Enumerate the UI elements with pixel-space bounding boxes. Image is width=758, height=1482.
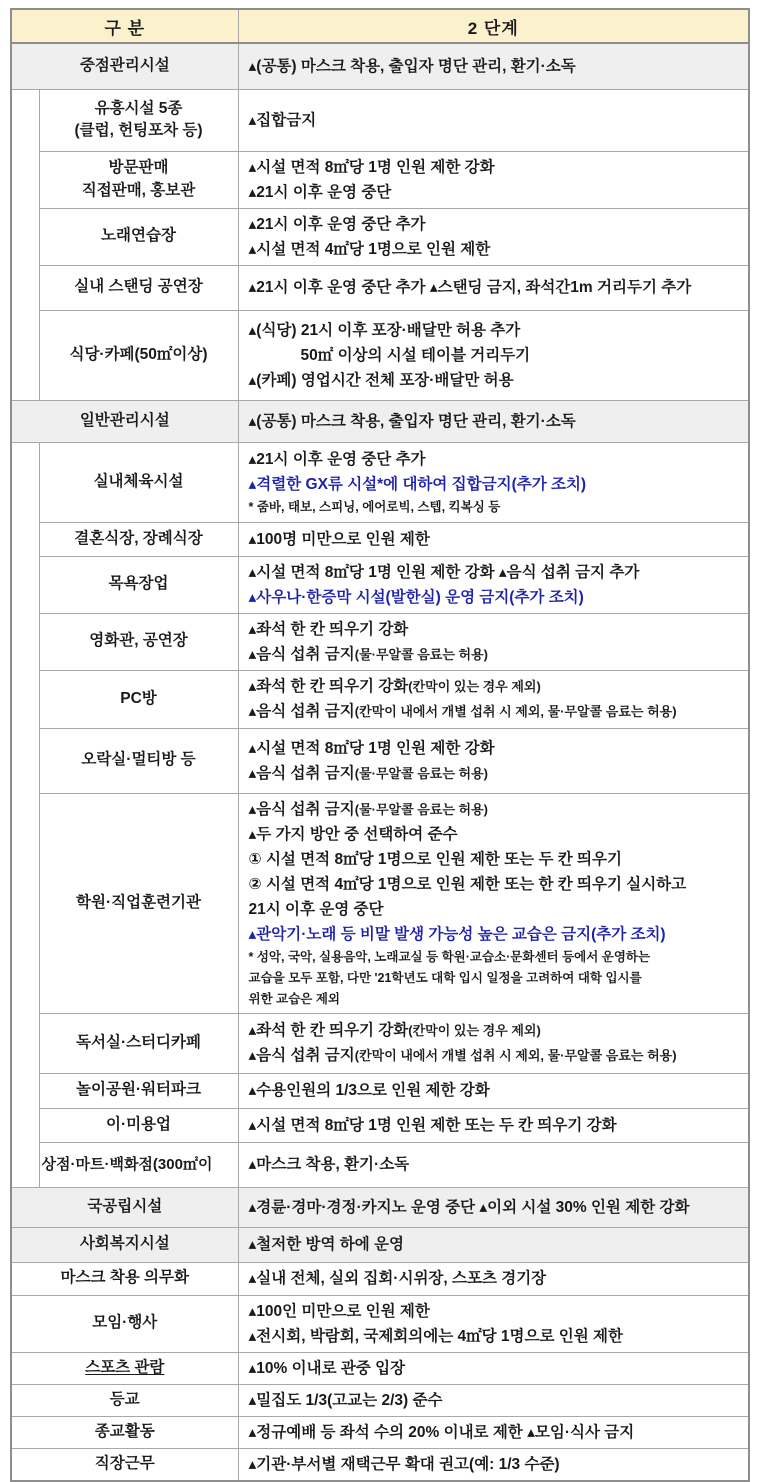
stage2-rules-cell [238,1416,749,1448]
rule-text: ▴좌석 한 칸 띄우기 강화 [248,1022,409,1039]
facility-label [11,1384,238,1416]
table-row [11,1416,749,1448]
rule-line [249,872,741,897]
facility-label-line: 직장근무 [94,1454,155,1472]
facility-label-line: 스포츠 관람 [85,1358,165,1376]
facility-label [39,728,238,793]
stage2-rules-cell [238,613,749,670]
facility-label [11,400,238,442]
rule-text: ▴시설 면적 8㎡당 1명 인원 제한 강화 [248,739,495,757]
rule-line [249,237,741,262]
stage2-rules-cell [238,728,749,793]
stage2-rules-cell [238,670,749,728]
rule-text: 50㎡ 이상의 시설 테이블 거리두기 [300,346,531,364]
stage2-rules-cell [238,43,749,89]
table-row [11,1142,749,1187]
stage2-rules-cell [238,442,749,522]
stage2-rules-cell [238,1295,749,1352]
facility-label [39,442,238,522]
table-row [11,400,749,442]
rule-text: 21시 이후 운영 중단 [248,900,384,918]
rule-line [249,497,741,518]
rule-text: ▴21시 이후 운영 중단 [248,183,392,201]
rule-line [249,1388,741,1413]
rule-text: ▴좌석 한 칸 띄우기 강화 [248,620,409,638]
facility-label-line: 목욕장업 [108,575,169,593]
rule-line [249,989,741,1010]
rule-line [249,1113,741,1138]
indent-cell [11,442,39,1187]
rule-line [249,560,741,585]
rule-line [249,922,741,947]
table-row [11,442,749,522]
facility-label-line: 독서실·스터디카페 [76,1033,201,1051]
facility-label-line: 유흥시설 5종 [94,99,183,117]
rule-text: ▴전시회, 박람회, 국제회의에는 4㎡당 1명으로 인원 제한 [248,1327,623,1345]
stage2-rules-cell [238,1227,749,1262]
facility-label [11,1448,238,1481]
rule-text: ▴시설 면적 8㎡당 1명 인원 제한 또는 두 칸 띄우기 강화 [248,1116,617,1134]
stage2-rules-cell [238,1352,749,1384]
rule-text: (물·무알콜 음료는 허용) [354,646,488,662]
facility-label [39,310,238,400]
rule-line [249,155,741,180]
rule-text: ▴기관·부서별 재택근무 확대 권고(예: 1/3 수준) [248,1455,560,1473]
rule-line [249,761,741,786]
facility-label [39,793,238,1013]
distancing-rules-table [10,8,750,1482]
rule-line [249,447,741,472]
facility-label-line: 중점관리시설 [79,57,170,75]
rule-text: ▴시설 면적 8㎡당 1명 인원 제한 강화 [248,158,495,176]
facility-label [11,1416,238,1448]
facility-label-line: 상점·마트·백화점(300㎡이 [41,1155,213,1173]
stage2-rules-cell [238,208,749,265]
rule-text: ▴(식당) 21시 이후 포장·배달만 허용 추가 [248,321,521,339]
table-row [11,89,749,151]
facility-label-line: 학원·직업훈련기관 [76,893,201,911]
table-row [11,1448,749,1481]
rule-text: ▴100명 미만으로 인원 제한 [248,530,430,548]
stage2-rules-cell [238,522,749,556]
rule-line [249,527,741,552]
rule-text: ▴음식 섭취 금지 [248,703,355,720]
facility-label [39,151,238,208]
rule-text: ▴정규예배 등 좌석 수의 20% 이내로 제한 ▴모임·식사 금지 [248,1423,635,1441]
rule-text: ▴음식 섭취 금지 [248,1047,355,1064]
rule-text: ▴마스크 착용, 환기·소독 [248,1156,410,1173]
facility-label [11,1227,238,1262]
rule-line [249,1452,741,1477]
stage2-rules-cell [238,1262,749,1295]
rule-text: ▴10% 이내로 관중 입장 [248,1359,406,1377]
stage2-rules-cell [238,265,749,310]
stage2-rules-cell [238,1013,749,1073]
table-row [11,613,749,670]
facility-label [11,43,238,89]
table-row [11,670,749,728]
rule-text: * 성악, 국악, 실용음악, 노래교실 등 학원·교습소·문화센터 등에서 운영하는 [248,949,651,964]
table-row [11,1384,749,1416]
rule-line [249,822,741,847]
facility-label [11,1187,238,1227]
facility-label-line: 등교 [109,1390,140,1408]
rule-line [249,736,741,761]
facility-label [39,1073,238,1108]
facility-label [39,613,238,670]
facility-label [39,208,238,265]
table-row [11,1352,749,1384]
rule-text: ▴밀집도 1/3(고교는 2/3) 준수 [248,1391,443,1409]
table-row [11,1295,749,1352]
facility-label [39,1108,238,1142]
facility-label-line: (클럽, 헌팅포차 등) [74,122,203,139]
rule-text: ▴시설 면적 8㎡당 1명 인원 제한 강화 ▴음식 섭취 금지 추가 [248,563,640,581]
table-header-row [11,9,749,43]
facility-label [39,670,238,728]
facility-label-line: 오락실·멀티방 등 [81,751,196,769]
table-row [11,728,749,793]
rule-line [249,368,741,393]
table-row [11,310,749,400]
rule-line [249,318,741,343]
stage2-rules-cell [238,1073,749,1108]
table-row [11,1108,749,1142]
rule-text: ▴시설 면적 4㎡당 1명으로 인원 제한 [248,240,491,258]
facility-label-line: 실내체육시설 [93,472,184,490]
rule-line [249,1299,741,1324]
facility-label [39,522,238,556]
rule-line [249,642,741,667]
table-row [11,208,749,265]
rule-line [249,1266,741,1291]
rule-line [249,472,741,497]
rule-text: ▴격렬한 GX류 시설*에 대하여 집합금지(추가 조치) [248,475,587,493]
table-row [11,1187,749,1227]
rule-text: (칸막이 내에서 개별 섭취 시 제외, 물·무알콜 음료는 허용) [354,704,677,719]
facility-label [11,1262,238,1295]
stage2-rules-cell [238,1108,749,1142]
facility-label [39,1142,238,1187]
rule-line [249,1043,741,1068]
rule-text: (칸막이 있는 경우 제외) [408,679,541,694]
stage2-rules-cell [238,556,749,613]
rule-text: ▴(카페) 영업시간 전체 포장·배달만 허용 [248,371,514,389]
table-row [11,1073,749,1108]
table-row [11,793,749,1013]
rule-text: ▴음식 섭취 금지 [248,764,355,782]
rule-text: ▴집합금지 [248,111,317,129]
rule-line [249,699,741,724]
rule-text: ▴100인 미만으로 인원 제한 [248,1302,430,1320]
rule-text: (물·무알콜 음료는 허용) [354,765,488,781]
rule-text: ▴(공통) 마스크 착용, 출입자 명단 관리, 환기·소독 [248,57,576,75]
rule-line [249,108,741,133]
stage2-rules-cell [238,310,749,400]
rule-text: ① 시설 면적 8㎡당 1명으로 인원 제한 또는 두 칸 띄우기 [248,850,622,868]
facility-label-line: 직접판매, 홍보관 [81,181,196,199]
rule-text: (칸막이 있는 경우 제외) [408,1023,541,1038]
rule-text: ▴(공통) 마스크 착용, 출입자 명단 관리, 환기·소독 [248,412,576,430]
rule-line [249,1078,741,1103]
col-header-stage2: 2 단계 [238,9,749,43]
table-row [11,1262,749,1295]
table-row [11,1013,749,1073]
facility-label-line: 일반관리시설 [79,411,170,429]
stage2-rules-cell [238,1187,749,1227]
rule-line [249,617,741,642]
rule-line [249,343,741,368]
facility-label [39,1013,238,1073]
rule-line [249,1152,741,1177]
rule-text: ▴음식 섭취 금지 [248,800,355,818]
facility-label-line: 마스크 착용 의무화 [60,1269,189,1287]
rule-text: ▴두 가지 방안 중 선택하여 준수 [248,825,458,843]
rule-text: (칸막이 내에서 개별 섭취 시 제외, 물·무알콜 음료는 허용) [354,1048,677,1063]
stage2-rules-cell [238,89,749,151]
rule-line [249,212,741,237]
facility-label-line: 노래연습장 [101,227,176,245]
rule-line [249,180,741,205]
col-header-category: 구 분 [11,9,238,43]
facility-label-line: 방문판매 [108,159,169,177]
facility-label-line: 사회복지시설 [79,1235,170,1253]
rule-text: ▴21시 이후 운영 중단 추가 [248,215,426,233]
facility-label-line: 모임·행사 [92,1314,158,1332]
rule-line [249,409,741,434]
rule-line [249,275,741,300]
facility-label [11,1352,238,1384]
facility-label [39,265,238,310]
stage2-rules-cell [238,151,749,208]
rule-text: ▴수용인원의 1/3으로 인원 제한 강화 [248,1082,490,1099]
facility-label [39,556,238,613]
table-row [11,43,749,89]
facility-label-line: 국공립시설 [87,1197,163,1215]
table-row [11,1227,749,1262]
rule-text: ▴사우나·한증막 시설(발한실) 운영 금지(추가 조치) [248,588,584,606]
facility-label-line: 실내 스탠딩 공연장 [74,278,203,296]
rule-text: (물·무알콜 음료는 허용) [354,801,488,817]
stage2-rules-cell [238,1142,749,1187]
rule-line [249,1195,741,1220]
stage2-rules-cell [238,1448,749,1481]
rule-text: * 줌바, 태보, 스피닝, 에어로빅, 스텝, 킥복싱 등 [248,499,501,514]
rule-text: ▴21시 이후 운영 중단 추가 ▴스탠딩 금지, 좌석간1m 거리두기 추가 [248,279,692,296]
rule-line [249,797,741,822]
stage2-rules-cell [238,1384,749,1416]
rule-line [249,54,741,79]
stage2-rules-cell [238,400,749,442]
rule-text: ▴철저한 방역 하에 운영 [248,1236,404,1253]
rule-line [249,847,741,872]
rule-line [249,947,741,968]
rule-text: ▴실내 전체, 실외 집회·시위장, 스포츠 경기장 [248,1270,547,1287]
table-row [11,151,749,208]
rule-line [249,674,741,699]
facility-label-line: PC방 [120,689,157,707]
rule-line [249,897,741,922]
rule-text: ② 시설 면적 4㎡당 1명으로 인원 제한 또는 한 칸 띄우기 실시하고 [248,875,687,893]
facility-label-line: 식당·카페(50㎡이상) [69,345,208,363]
table-row [11,522,749,556]
facility-label [11,1295,238,1352]
indent-cell [11,89,39,400]
rule-line [249,585,741,610]
rule-line [249,1324,741,1349]
facility-label-line: 영화관, 공연장 [89,632,188,650]
rule-line [249,1232,741,1257]
stage2-rules-cell [238,793,749,1013]
facility-label-line: 놀이공원·워터파크 [76,1081,201,1099]
facility-label-line: 이·미용업 [105,1115,172,1133]
rule-text: ▴음식 섭취 금지 [248,645,355,663]
rule-text: ▴경륜·경마·경정·카지노 운영 중단 ▴이외 시설 30% 인원 제한 강화 [248,1198,690,1216]
facility-label [39,89,238,151]
rule-line [249,968,741,989]
rule-text: ▴관악기·노래 등 비말 발생 가능성 높은 교습은 금지(추가 조치) [248,925,666,943]
rule-line [249,1356,741,1381]
rule-text: ▴좌석 한 칸 띄우기 강화 [248,678,409,695]
rule-text: 위한 교습은 제외 [248,991,340,1006]
table-row [11,556,749,613]
rule-line [249,1420,741,1445]
facility-label-line: 종교활동 [94,1422,155,1440]
rule-line [249,1018,741,1043]
table-row [11,265,749,310]
table-body [11,43,749,1481]
rule-text: 교습을 모두 포함, 다만 '21학년도 대학 입시 일정을 고려하여 대학 입시를 [248,970,642,985]
facility-label-line: 결혼식장, 장례식장 [74,529,203,547]
rule-text: ▴21시 이후 운영 중단 추가 [248,450,426,468]
